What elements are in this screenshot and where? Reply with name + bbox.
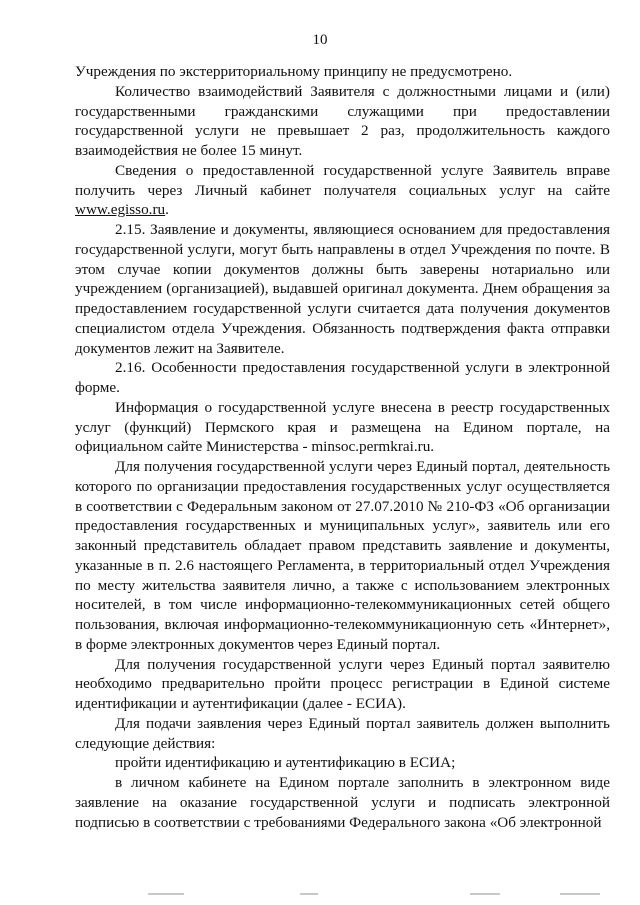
paragraph-2-15: 2.15. Заявление и документы, являющиеся основанием для предоставления государственной услуги, могут быть направлены в отдел Учреждения по почте. В этом случае копии документов должны быть заверены нотариально или учреждением (организацией), выдавшей оригинал документа. Днем обращения за предоставлением государственной услуги считается дата получения документов специалистом отдела Учреждения. Обязанность подтверждения факта отправки документов лежит на Заявителе. [75,221,610,357]
personal-cabinet-text: Сведения о предоставленной государственной услуге Заявитель вправе получить через Личный кабинет получателя социальных услуг на сайте [75,161,610,199]
page-number: 10 [312,32,328,48]
paragraph-action-esia: пройти идентификацию и аутентификацию в ЕСИА; [115,754,456,772]
paragraph-personal-cabinet [75,161,610,220]
paragraph-actions-intro: Для подачи заявления через Единый портал заявитель должен выполнить следующие действия: [75,714,610,752]
document-body [75,62,610,832]
paragraph-2-16-heading: 2.16. Особенности предоставления государственной услуги в электронной форме. [75,359,610,396]
paragraph-continuation: Учреждения по экстерриториальному принципу не предусмотрено. [75,63,513,80]
egisso-link[interactable]: www.egisso.ru [75,201,166,219]
paragraph-esia-registration: Для получения государственной услуги через Единый портал заявителю необходимо предварительно пройти процесс регистрации в Единой системе идентификации и аутентификации (далее - ЕСИА). [75,655,610,712]
paragraph-action-fill-form: в личном кабинете на Едином портале заполнить в электронном виде заявление на оказание государственной услуги и подписать электронной подписью в соответствии с требованиями Федерального закона «Об электронной [75,774,610,831]
paragraph-single-portal: Для получения государственной услуги через Единый портал, деятельность которого по организации предоставления государственных услуг осуществляется в соответствии с Федеральным законом от 27.07.2010 № 210-ФЗ «Об организации предоставления государственных и муниципальных услуг», заявитель или его законный представитель обладает правом представить заявление и документы, указанные в п. 2.6 настоящего Регламента, в территориальный отдел Учреждения по месту жительства заявителя лично, а также с использованием электронных носителей, в том числе информационно-телекоммуникационных сетей общего пользования, включая информационно-телекоммуникационную сеть «Интернет», в форме электронных документов через Единый портал. [75,458,610,653]
scan-artifacts [0,893,640,905]
link-period: . [165,201,169,219]
paragraph-interactions-count: Количество взаимодействий Заявителя с должностными лицами и (или) государственными гражданскими служащими при предоставлении государственной услуги не превышает 2 раз, продолжительность каждого взаимодействия не более 15 минут. [75,82,610,159]
paragraph-registry-info: Информация о государственной услуге внесена в реестр государственных услуг (функций) Пермского края и размещена на Едином портале, на официальном сайте Министерства - minsoc.permkrai.ru. [75,398,610,456]
